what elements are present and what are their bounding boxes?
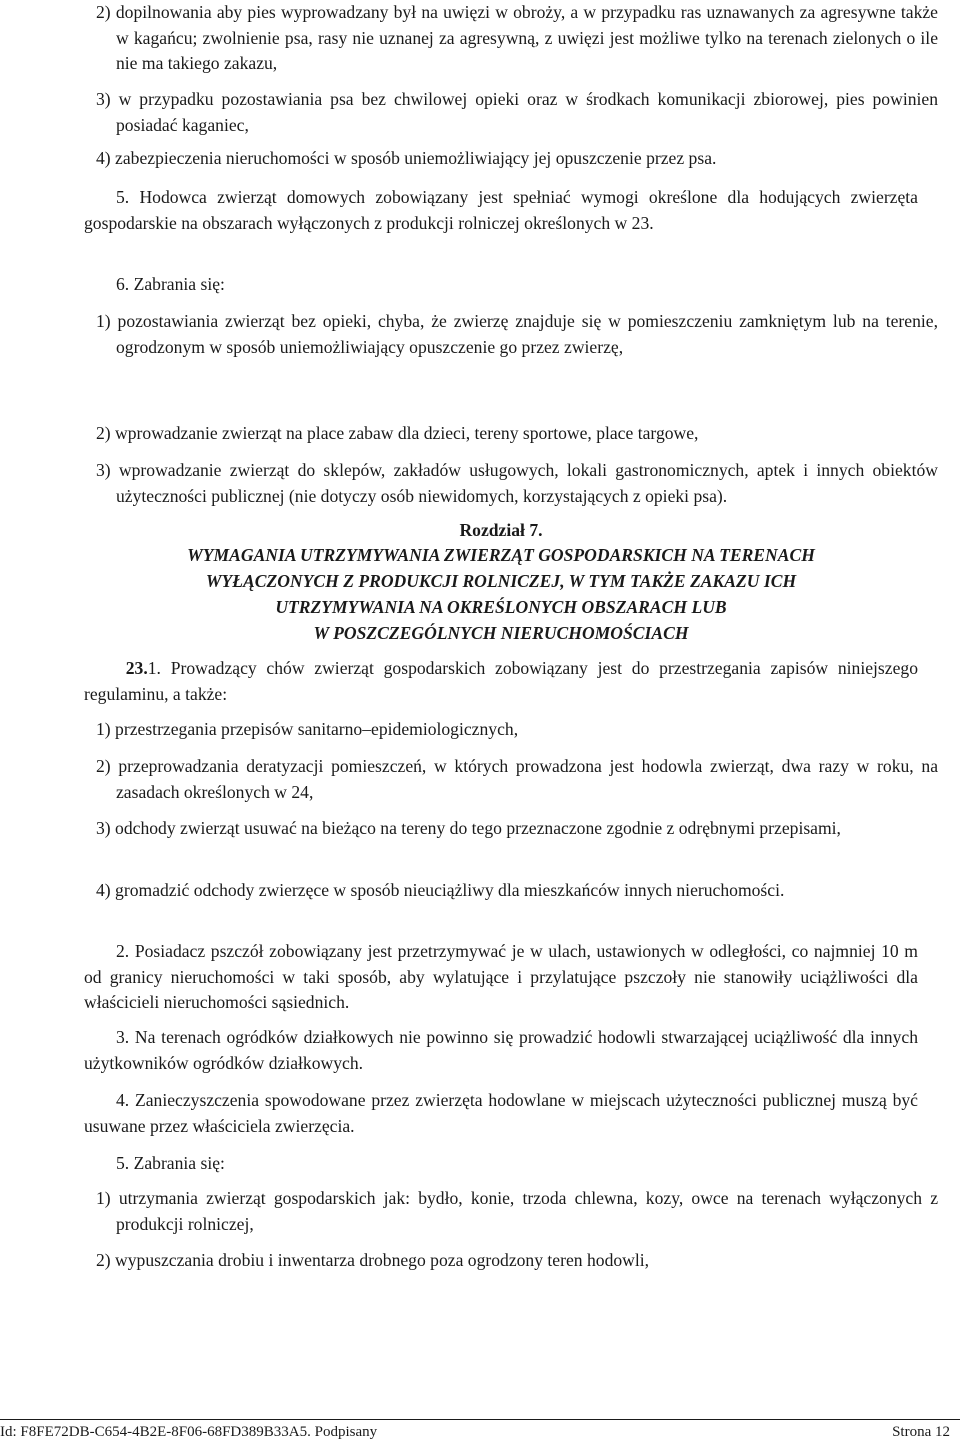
- section-23-1-text: 1. Prowadzący chów zwierząt gospodarskich zobowiązany jest do przestrzegania zapisów niniejszego regulaminu, a także:: [84, 658, 918, 704]
- list-item: 3) w przypadku pozostawiania psa bez chwilowej opieki oraz w środkach komunikacji zbiorowej, pies powinien posiadać kaganiec,: [96, 89, 938, 135]
- paragraph: 2. Posiadacz pszczół zobowiązany jest przetrzymywać je w ulach, ustawionych w odległości, co najmniej 10 m od granicy nieruchomości w taki sposób, aby wylatujące i przylatujące pszczoły nie stanowiły uciążliwości dla właścicieli nieruchomości sąsiednich.: [84, 941, 918, 1013]
- list-item: 3) wprowadzanie zwierząt do sklepów, zakładów usługowych, lokali gastronomicznych, aptek i innych obiektów użyteczności publicznej (nie dotyczy osób niewidomych, korzystających z opieki psa).: [96, 460, 938, 506]
- list-item: 4) zabezpieczenia nieruchomości w sposób uniemożliwiający jej opuszczenie przez psa.: [96, 148, 717, 168]
- chapter-title-line: W POSZCZEGÓLNYCH NIERUCHOMOŚCIACH: [313, 623, 689, 643]
- paragraph: 3. Na terenach ogródków działkowych nie powinno się prowadzić hodowli stwarzającej uciążliwość dla innych użytkowników ogródków działkowych.: [84, 1027, 918, 1073]
- list-item: 2) wprowadzanie zwierząt na place zabaw dla dzieci, tereny sportowe, place targowe,: [96, 423, 699, 443]
- chapter-number: Rozdział 7.: [459, 520, 543, 540]
- paragraph: 5. Zabrania się:: [116, 1153, 225, 1173]
- list-item: 1) przestrzegania przepisów sanitarno–epidemiologicznych,: [96, 719, 519, 739]
- list-item: 1) pozostawiania zwierząt bez opieki, chyba, że zwierzę znajduje się w pomieszczeniu zamkniętym lub na terenie, ogrodzonym w sposób uniemożliwiający opuszczenie go przez zwierzę,: [96, 311, 938, 357]
- list-item: 2) wypuszczania drobiu i inwentarza drobnego poza ogrodzony teren hodowli,: [96, 1250, 650, 1270]
- section-23-paragraph-1: [84, 656, 918, 707]
- chapter-title-line: WYŁĄCZONYCH Z PRODUKCJI ROLNICZEJ, W TYM TAKŻE ZAKAZU ICH: [205, 571, 797, 591]
- document-id: Id: F8FE72DB-C654-4B2E-8F06-68FD389B33A5. Podpisany: [0, 1424, 378, 1440]
- paragraph: 6. Zabrania się:: [116, 274, 225, 294]
- page-number: Strona 12: [892, 1424, 950, 1440]
- section-label: 23.: [116, 658, 148, 678]
- paragraph: 5. Hodowca zwierząt domowych zobowiązany jest spełniać wymogi określone dla hodujących zwierzęta gospodarskie na obszarach wyłączonych z produkcji rolniczej określonych w 23.: [84, 187, 918, 233]
- chapter-title-line: WYMAGANIA UTRZYMYWANIA ZWIERZĄT GOSPODARSKICH NA TERENACH: [187, 545, 815, 565]
- paragraph: 4. Zanieczyszczenia spowodowane przez zwierzęta hodowlane w miejscach użyteczności publicznej muszą być usuwane przez właściciela zwierzęcia.: [84, 1090, 918, 1136]
- list-item: 4) gromadzić odchody zwierzęce w sposób nieuciążliwy dla mieszkańców innych nieruchomości.: [96, 880, 785, 900]
- page-footer: [0, 1419, 960, 1445]
- list-item: 2) przeprowadzania deratyzacji pomieszczeń, w których prowadzona jest hodowla zwierząt, dwa razy w roku, na zasadach określonych w 24,: [96, 756, 938, 802]
- chapter-title-line: UTRZYMYWANIA NA OKREŚLONYCH OBSZARACH LUB: [275, 597, 727, 617]
- list-item: 2) dopilnowania aby pies wyprowadzany był na uwięzi w obroży, a w przypadku ras uznawanych za agresywne także w kagańcu; zwolnienie psa, rasy nie uznanej za agresywną, z uwięzi jest możliwe tylko na terenach zielonych o ile nie ma takiego zakazu,: [96, 2, 938, 74]
- list-item: 3) odchody zwierząt usuwać na bieżąco na tereny do tego przeznaczone zgodnie z odrębnymi przepisami,: [96, 818, 841, 838]
- list-item: 1) utrzymania zwierząt gospodarskich jak: bydło, konie, trzoda chlewna, kozy, owce na terenach wyłączonych z produkcji rolniczej,: [96, 1188, 938, 1234]
